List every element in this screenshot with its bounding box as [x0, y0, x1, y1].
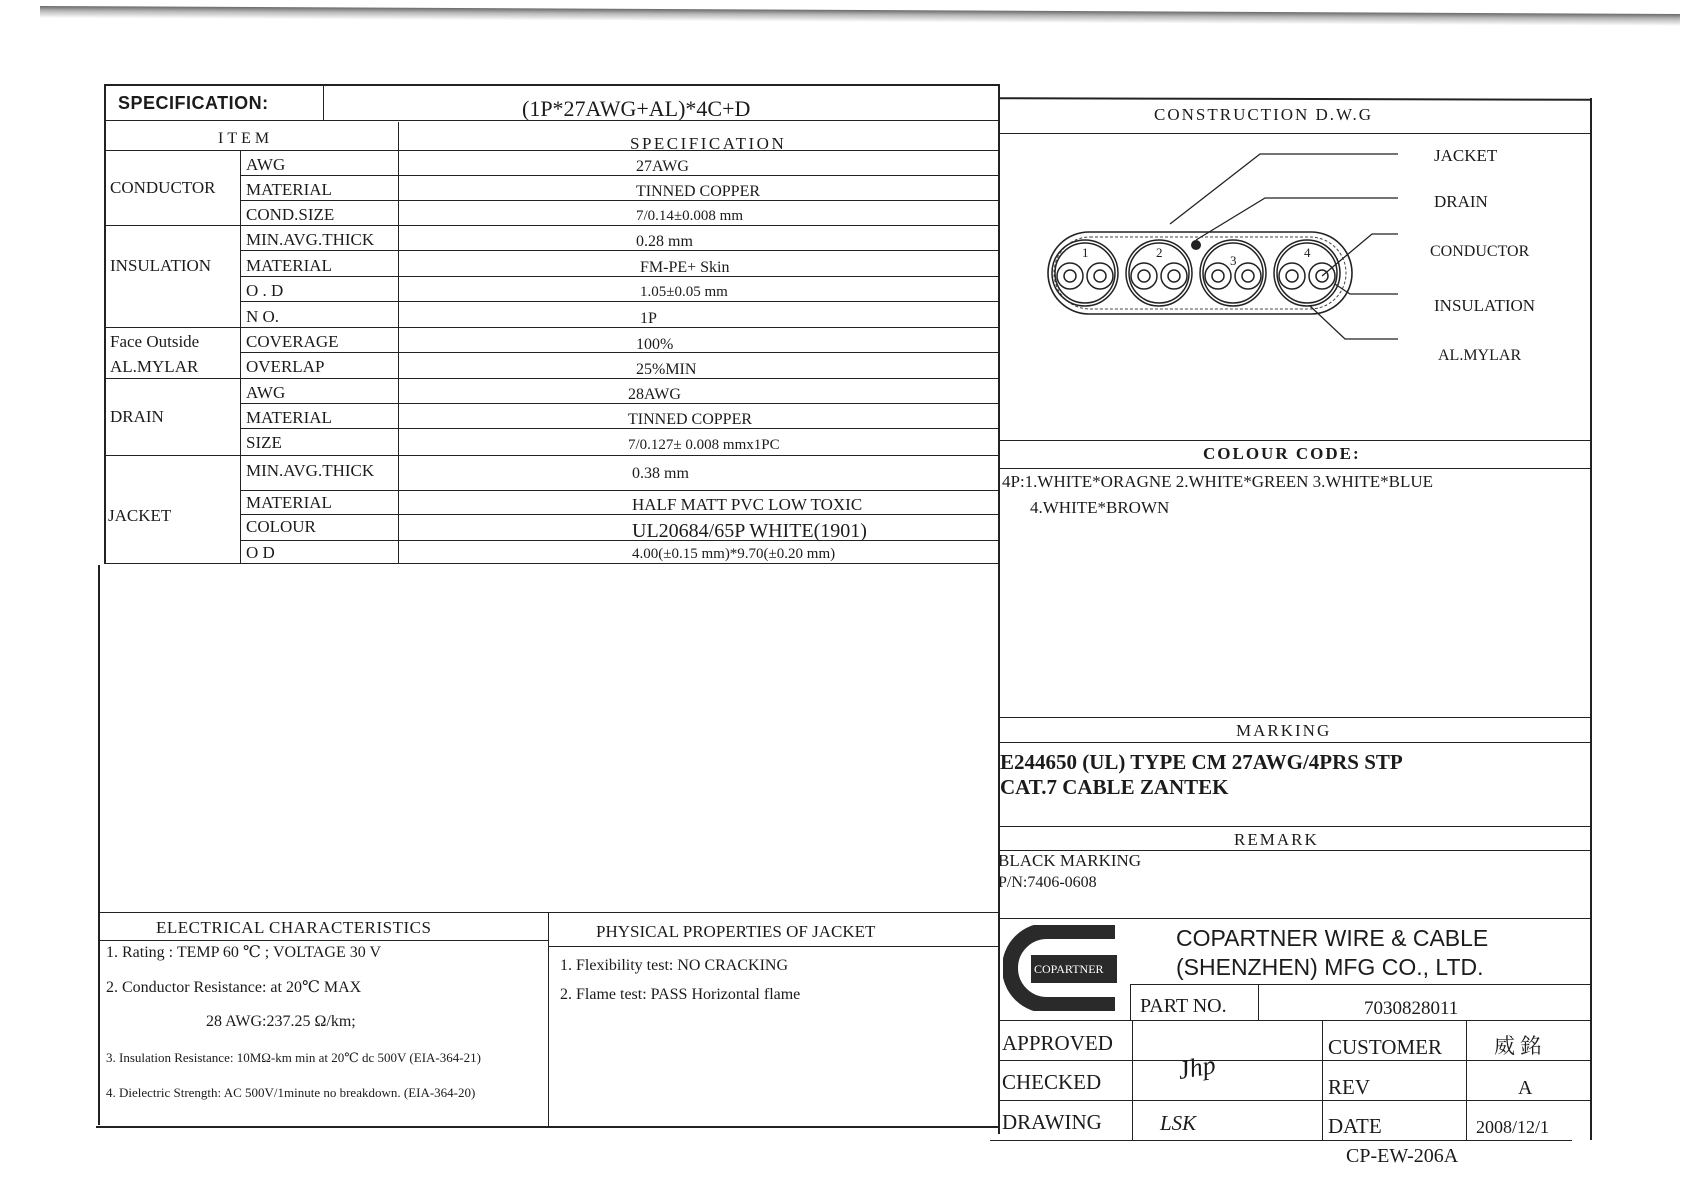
- item-cell: AWG: [246, 155, 286, 174]
- date-value: 2008/12/1: [1476, 1117, 1550, 1137]
- group-face-outside: Face Outside: [110, 332, 200, 351]
- item-col-divider: [398, 122, 399, 563]
- spec-cell: 1.05±0.05 mm: [640, 284, 728, 300]
- approved-row-bottom: [998, 1060, 1590, 1061]
- company-name-line-1: COPARTNER WIRE & CABLE: [1176, 925, 1489, 951]
- remark-top: [998, 826, 1590, 827]
- item-cell: MATERIAL: [246, 256, 332, 275]
- row-line: [240, 200, 998, 201]
- physical-item-2: 2. Flame test: PASS Horizontal flame: [560, 986, 801, 1003]
- leader-jacket: [1170, 154, 1398, 224]
- frame-right: [1590, 98, 1592, 1140]
- part-no-value: 7030828011: [1364, 998, 1459, 1019]
- group-col-divider: [240, 150, 241, 563]
- remark-line-1: BLACK MARKING: [998, 851, 1142, 870]
- group-insulation: INSULATION: [110, 256, 212, 275]
- marking-header-bottom: [998, 742, 1590, 743]
- row-line: [240, 276, 998, 277]
- remark-title: REMARK: [1234, 830, 1319, 849]
- pair-number-1: 1: [1082, 245, 1089, 260]
- frame-bottom-right: [990, 1140, 1572, 1141]
- rev-value: A: [1518, 1077, 1533, 1099]
- frame-bottom: [96, 1126, 998, 1128]
- spec-header: SPECIFICATION: [630, 134, 787, 153]
- date-label: DATE: [1328, 1114, 1382, 1138]
- electrical-item-4: 3. Insulation Resistance: 10MΩ-km min at 20℃ dc 500V (EIA-364-21): [106, 1050, 481, 1065]
- item-cell: MATERIAL: [246, 180, 332, 199]
- frame-left-top: [104, 84, 106, 564]
- row-line: [240, 352, 998, 353]
- item-cell: MIN.AVG.THICK: [246, 461, 375, 480]
- item-cell: COLOUR: [246, 517, 316, 536]
- row-line: [240, 514, 998, 515]
- leader-al-mylar: [1310, 306, 1398, 339]
- frame-top-left: [104, 84, 1000, 86]
- spec-cell: FM-PE+ Skin: [640, 259, 730, 276]
- pair-number-2: 2: [1156, 245, 1163, 260]
- item-cell: O D: [246, 543, 275, 562]
- physical-item-1: 1. Flexibility test: NO CRACKING: [560, 957, 789, 974]
- row-line: [240, 540, 998, 541]
- spec-cell: 25%MIN: [636, 361, 697, 378]
- header-divider: [104, 120, 998, 121]
- row-line: [240, 490, 998, 491]
- approved-label: APPROVED: [1002, 1031, 1113, 1055]
- group-al-mylar: AL.MYLAR: [110, 357, 199, 376]
- row-line: [104, 455, 998, 456]
- group-conductor: CONDUCTOR: [110, 178, 216, 197]
- row-line: [104, 378, 998, 379]
- row-line: [104, 327, 998, 328]
- spec-cell: 0.28 mm: [636, 233, 693, 250]
- spec-cell: 4.00(±0.15 mm)*9.70(±0.20 mm): [632, 546, 836, 562]
- part-no-left: [1130, 984, 1131, 1020]
- pair-number-4: 4: [1304, 245, 1311, 260]
- marking-title: MARKING: [1236, 721, 1332, 740]
- spec-cell: 7/0.127± 0.008 mmx1PC: [628, 437, 780, 453]
- spec-label: SPECIFICATION:: [118, 93, 269, 113]
- checked-signature: Jhp: [1175, 1049, 1218, 1086]
- item-cell: N O.: [246, 307, 280, 326]
- label-conductor: CONDUCTOR: [1430, 243, 1530, 260]
- label-jacket: JACKET: [1434, 146, 1498, 165]
- remark-line-2: P/N:7406-0608: [998, 874, 1097, 891]
- frame-left-bottom: [98, 565, 100, 1125]
- spec-cell: HALF MATT PVC LOW TOXIC: [632, 495, 863, 514]
- row-line: [104, 225, 998, 226]
- item-cell: OVERLAP: [246, 357, 325, 376]
- logo-text: COPARTNER: [1034, 962, 1104, 976]
- row-line: [104, 563, 998, 564]
- group-jacket: JACKET: [108, 506, 172, 525]
- colour-code-line-2: 4.WHITE*BROWN: [1030, 498, 1170, 517]
- leader-drain: [1196, 198, 1398, 240]
- company-name-line-2: (SHENZHEN) MFG CO., LTD.: [1176, 954, 1484, 980]
- row-line: [240, 175, 998, 176]
- item-cell: COND.SIZE: [246, 205, 335, 224]
- electrical-header-bottom: [98, 940, 548, 941]
- spec-cell: 7/0.14±0.008 mm: [636, 208, 743, 224]
- label-drain: DRAIN: [1434, 192, 1488, 211]
- drain-wire: [1191, 240, 1201, 250]
- row-line: [240, 301, 998, 302]
- item-cell: O . D: [246, 281, 284, 300]
- doc-code: CP-EW-206A: [1346, 1145, 1459, 1167]
- row-line: [240, 250, 998, 251]
- electrical-item-2: 2. Conductor Resistance: at 20℃ MAX: [106, 979, 362, 996]
- spec-cell: 0.38 mm: [632, 465, 689, 482]
- rev-label: REV: [1328, 1075, 1370, 1099]
- spec-value: (1P*27AWG+AL)*4C+D: [522, 96, 751, 121]
- label-col-divider: [1132, 1020, 1133, 1140]
- label-insulation: INSULATION: [1434, 296, 1536, 315]
- checked-label: CHECKED: [1002, 1070, 1102, 1094]
- group-drain: DRAIN: [110, 407, 164, 426]
- part-no-divider: [1258, 984, 1259, 1020]
- item-cell: MATERIAL: [246, 493, 332, 512]
- item-cell: MATERIAL: [246, 408, 332, 427]
- row-line: [240, 403, 998, 404]
- item-cell: COVERAGE: [246, 332, 339, 351]
- drawing-value: LSK: [1160, 1111, 1197, 1135]
- colour-code-line-1: 4P:1.WHITE*ORAGNE 2.WHITE*GREEN 3.WHITE*BLUE: [1002, 472, 1434, 491]
- customer-label: CUSTOMER: [1328, 1035, 1442, 1059]
- spec-cell: TINNED COPPER: [628, 411, 753, 428]
- marking-top: [998, 717, 1590, 718]
- right-col-divider: [1466, 1020, 1467, 1140]
- spec-cell: 100%: [636, 336, 674, 353]
- spec-label-divider: [323, 86, 324, 120]
- item-header: ITEM: [218, 130, 274, 147]
- marking-line-1: E244650 (UL) TYPE CM 27AWG/4PRS STP: [1000, 750, 1403, 774]
- colour-code-top: [1000, 440, 1590, 441]
- item-header-bottom: [104, 150, 998, 151]
- item-cell: AWG: [246, 383, 286, 402]
- cable-cross-section: [1000, 134, 1590, 440]
- spec-cell: UL20684/65P WHITE(1901): [632, 520, 867, 542]
- construction-title: CONSTRUCTION D.W.G: [1154, 105, 1374, 124]
- title-block-top: [998, 918, 1590, 919]
- marking-brand: ZANTEK: [1139, 775, 1229, 799]
- marking-line-2-text: CAT.7 CABLE: [1000, 775, 1140, 799]
- electrical-physical-divider: [548, 912, 549, 1126]
- leader-insulation: [1335, 284, 1398, 294]
- spec-cell: 1P: [640, 310, 657, 327]
- electrical-title: ELECTRICAL CHARACTERISTICS: [156, 918, 432, 937]
- spec-cell: 27AWG: [636, 158, 689, 175]
- frame-top-right: [1000, 97, 1590, 101]
- label-al-mylar: AL.MYLAR: [1438, 347, 1522, 364]
- physical-header-bottom: [548, 946, 998, 947]
- part-no-bottom: [998, 1020, 1590, 1021]
- spec-cell: TINNED COPPER: [636, 183, 761, 200]
- customer-value: 威 銘: [1494, 1034, 1542, 1058]
- colour-code-title: COLOUR CODE:: [1203, 444, 1361, 463]
- electrical-item-5: 4. Dielectric Strength: AC 500V/1minute no breakdown. (EIA-364-20): [106, 1085, 476, 1100]
- pair-number-3: 3: [1230, 253, 1237, 268]
- colour-code-header-bottom: [1000, 468, 1590, 469]
- company-bottom: [1130, 984, 1590, 985]
- item-cell: MIN.AVG.THICK: [246, 230, 375, 249]
- row-line: [240, 428, 998, 429]
- checked-row-bottom: [998, 1100, 1590, 1101]
- spec-cell: 28AWG: [628, 386, 681, 403]
- part-no-label: PART NO.: [1140, 995, 1227, 1017]
- center-col-divider: [1322, 1020, 1323, 1140]
- pair-3: [1200, 240, 1266, 306]
- drawing-label: DRAWING: [1002, 1110, 1102, 1134]
- physical-title: PHYSICAL PROPERTIES OF JACKET: [596, 922, 876, 941]
- marking-line-2: [1000, 777, 1229, 798]
- electrical-item-3: 28 AWG:237.25 Ω/km;: [206, 1013, 356, 1030]
- electrical-item-1: 1. Rating : TEMP 60 ℃ ; VOLTAGE 30 V: [106, 944, 382, 961]
- item-cell: SIZE: [246, 433, 282, 452]
